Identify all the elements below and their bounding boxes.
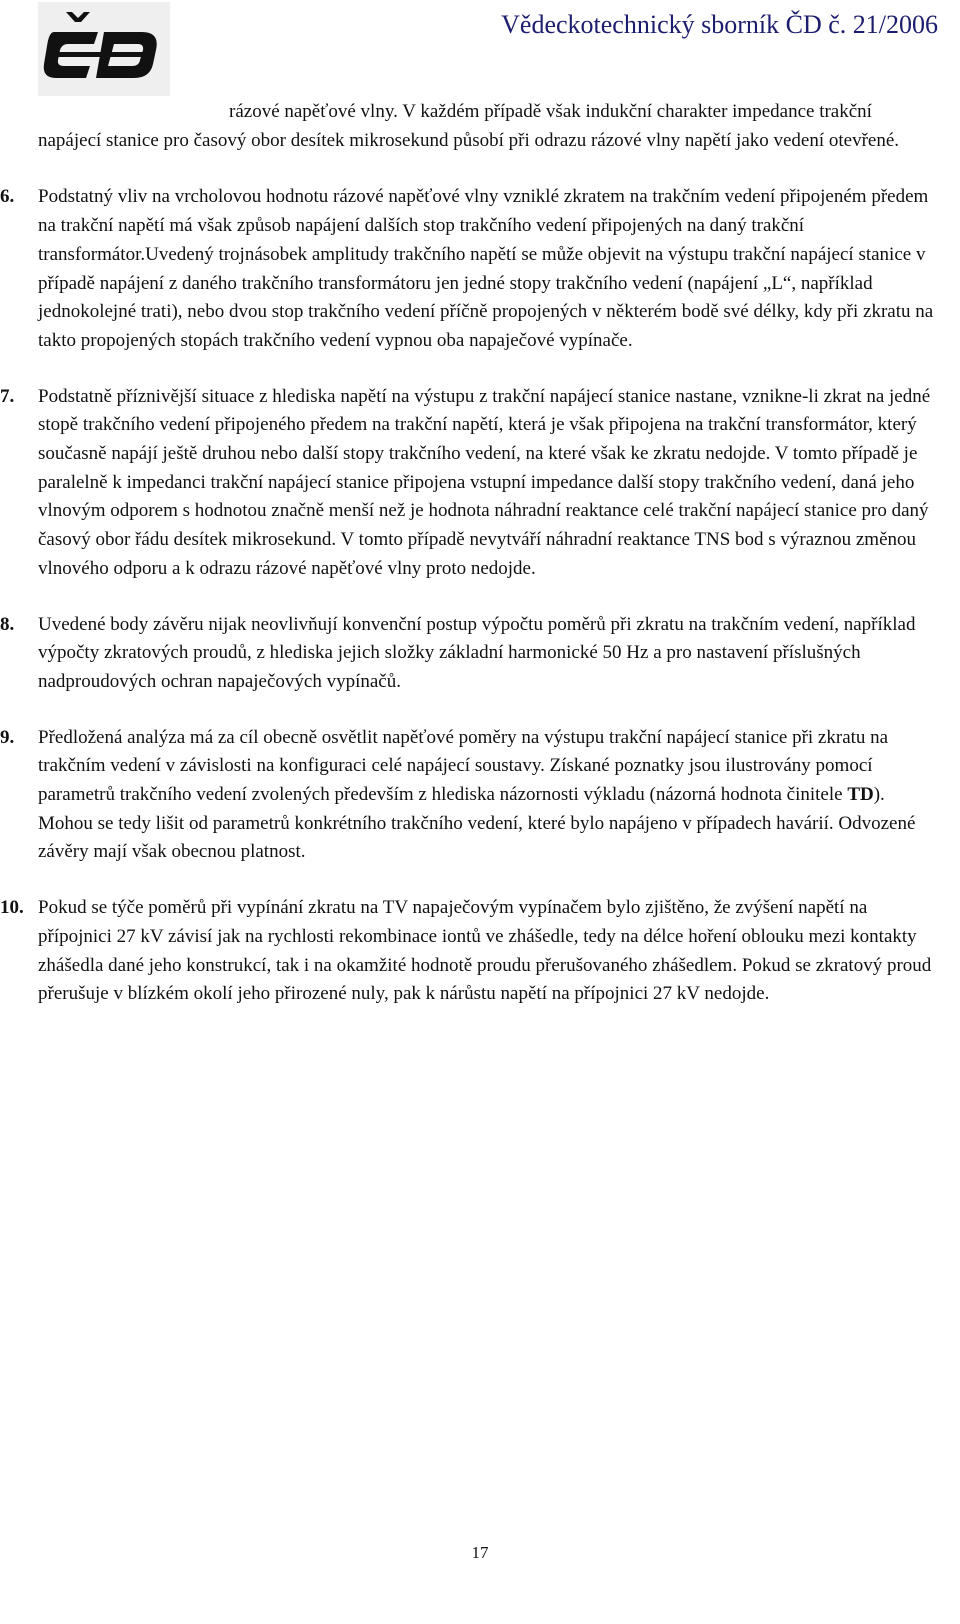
conclusion-item-7 xyxy=(0,383,938,584)
conclusion-item-8 xyxy=(0,611,938,697)
conclusion-item-10 xyxy=(0,894,938,1009)
continuation-paragraph: rázové napěťové vlny. V každém případě však indukční charakter impedance trakční napájecí stanice pro časový obor desítek mikrosekund působí při odrazu rázové vlny napětí jako vedení otevřené. xyxy=(38,101,900,151)
cd-logo xyxy=(38,2,170,96)
item-number: 9. xyxy=(0,726,15,748)
item-text-part: Předložená analýza má za cíl obecně osvětlit napěťové poměry na výstupu trakční napájecí stanice při zkratu na trakčním vedení v závislosti na konfiguraci celé napájecí soustavy. Získané poznatky jsou ilustrovány pomocí parametrů trakčního vedení zvolených především z hlediska názornosti výkladu (názorná hodnota činitele xyxy=(38,726,889,806)
item-number: 10. xyxy=(0,897,24,919)
item-number: 7. xyxy=(0,385,15,407)
document-body xyxy=(0,98,938,1036)
item-text: Pokud se týče poměrů při vypínání zkratu na TV napaječovým vypínačem bylo zjištěno, že zvýšení napětí na přípojnici 27 kV závisí jak na rychlosti rekombinace iontů ve zhášedle, tedy na délce hoření oblouku mezi kontakty zhášedla dané jeho konstrukcí, tak i na okamžité hodnotě proudu přerušovaného zhášedlem. Pokud se zkratový proud přerušuje v blízkém okolí jeho přirozené nuly, pak k nárůstu napětí na přípojnici 27 kV nedojde. xyxy=(38,897,932,1005)
cd-logo-icon xyxy=(38,2,170,96)
item-text: Podstatný vliv na vrcholovou hodnotu rázové napěťové vlny vzniklé zkratem na trakčním vedení připojeném předem na trakční napětí má však způsob napájení dalších stop trakčního vedení připojených na daný trakční transformátor.Uvedený trojnásobek amplitudy trakčního napětí se může objevit na výstupu trakční napájecí stanice v případě napájení z daného trakčního transformátoru jen jedné stopy trakčního vedení (napájení „L“, například jednokolejné trati), nebo dvou stop trakčního vedení příčně propojených v některém bodě své délky, kdy při zkratu na takto propojených stopách trakčního vedení vypnou oba napaječové vypínače. xyxy=(38,186,934,351)
item-number: 8. xyxy=(0,613,15,635)
page-number: 17 xyxy=(471,1543,489,1562)
item-text: Podstatně příznivější situace z hlediska napětí na výstupu z trakční napájecí stanice nastane, vznikne-li zkrat na jedné stopě trakčního vedení připojeného předem na trakční napětí, která je však připojena na trakční transformátor, který současně napájí ještě druhou nebo další stopy trakčního vedení, na které však ke zkratu nedojde. V tomto případě je paralelně k impedanci trakční napájecí stanice připojena vstupní impedance další stopy trakčního vedení, daná jeho vlnovým odporem s hodnotou značně menší než je hodnota náhradní reaktance celé trakční napájecí stanice pro daný časový obor řádu desítek mikrosekund. V tomto případě nevytváří náhradní reaktance TNS bod s výraznou změnou vlnového odporu a k odrazu rázové napěťové vlny proto nedojde. xyxy=(38,385,931,579)
conclusion-item-6 xyxy=(0,183,938,355)
item-text: Uvedené body závěru nijak neovlivňují konvenční postup výpočtu poměrů při zkratu na trakčním vedení, například výpočty zkratových proudů, z hlediska jejich složky základní harmonické 50 Hz a pro nastavení příslušných nadproudových ochran napaječových vypínačů. xyxy=(38,613,916,692)
item-text-part: ). Mohou se tedy lišit od parametrů konkrétního trakčního vedení, které bylo napájeno v případech havárií. Odvozené závěry mají však obecnou platnost. xyxy=(38,784,916,863)
conclusion-item-9 xyxy=(0,724,938,868)
item-text xyxy=(38,724,938,868)
item-number: 6. xyxy=(0,186,15,208)
journal-title: Vědeckotechnický sborník ČD č. 21/2006 xyxy=(501,10,938,39)
td-factor: TD xyxy=(847,784,874,806)
